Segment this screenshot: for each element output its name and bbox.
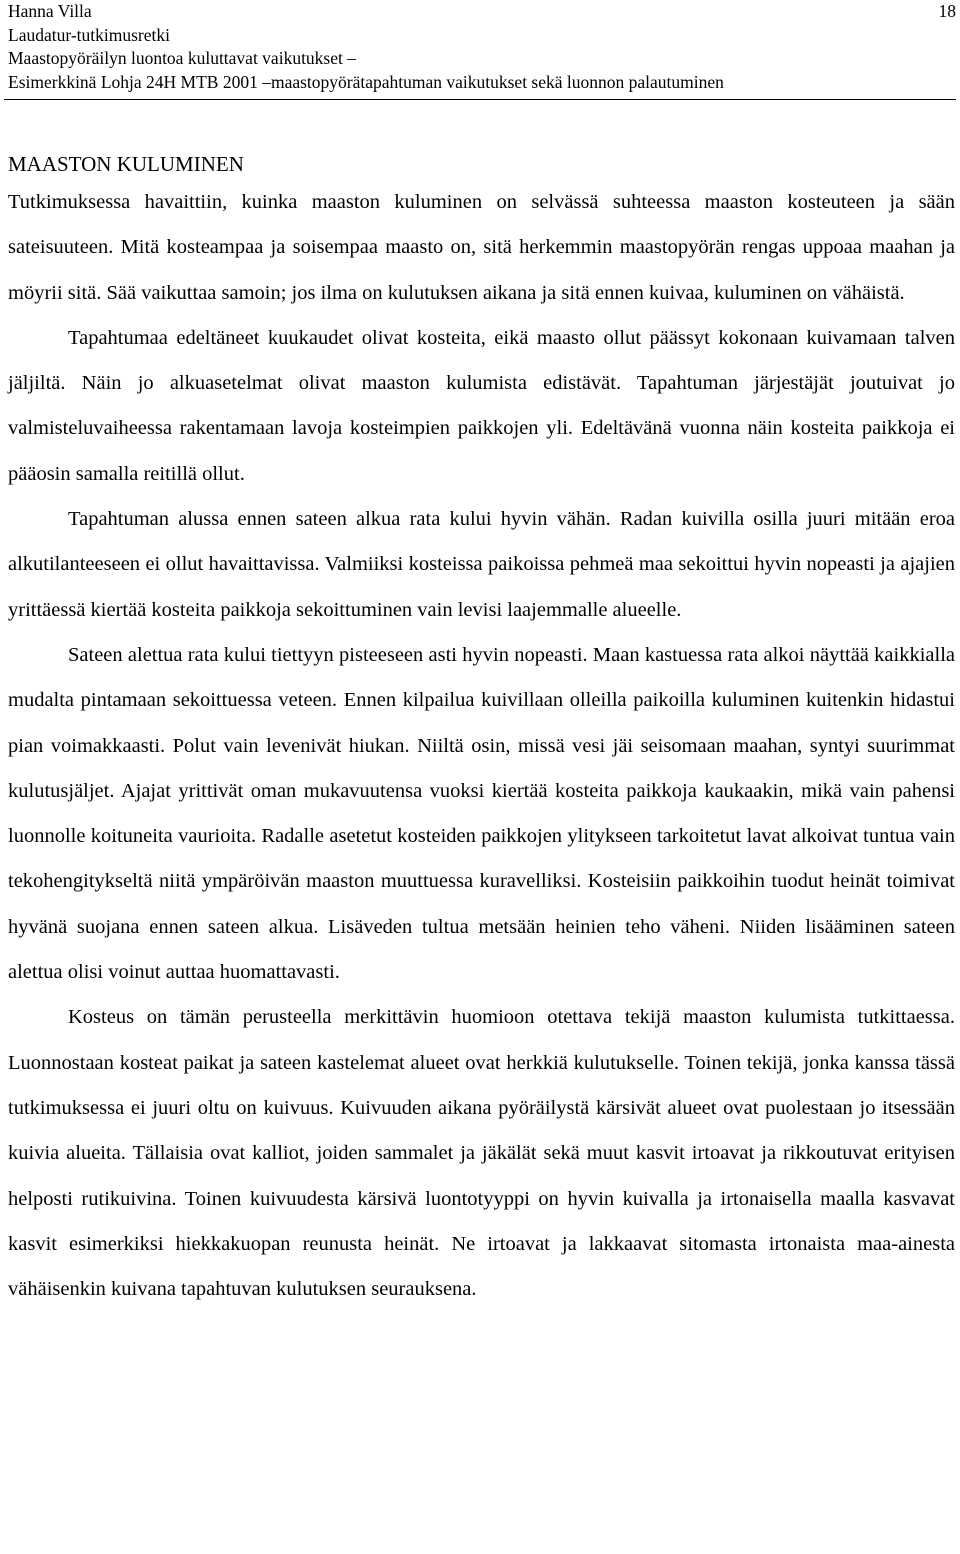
header-author: Hanna Villa — [8, 1, 92, 21]
page-number: 18 — [938, 1, 956, 21]
running-header — [8, 0, 958, 94]
paragraph-3: Tapahtuman alussa ennen sateen alkua rata kului hyvin vähän. Radan kuivilla osilla juuri mitään eroa alkutilanteeseen ei ollut havaittavissa. Valmiiksi kosteissa paikoissa pehmeä maa sekoittui hyvin nopeasti ja ajajien yrittäessä kiertää kosteita paikkoja sekoittuminen vain levisi laajemmalle alueelle. — [8, 508, 955, 621]
header-divider — [4, 99, 956, 100]
header-title-line-2: Esimerkkinä Lohja 24H MTB 2001 –maastopyörätapahtuman vaikutukset sekä luonnon palautuminen — [8, 71, 724, 92]
header-thesis-type: Laudatur-tutkimusretki — [8, 24, 170, 45]
paragraph-1: Tutkimuksessa havaittiin, kuinka maaston kuluminen on selvässä suhteessa maaston kosteuteen ja sään sateisuuteen. Mitä kosteampaa ja soisempaa maasto on, sitä herkemmin maastopyörän rengas uppoaa maahan ja möyrii sitä. Sää vaikuttaa samoin; jos ilma on kulutuksen aikana ja sitä ennen kuivaa, kuluminen on vähäistä. — [8, 191, 955, 304]
paragraph-2: Tapahtumaa edeltäneet kuukaudet olivat kosteita, eikä maasto ollut päässyt kokonaan kuivamaan talven jäljiltä. Näin jo alkuasetelmat olivat maaston kulumista edistävät. Tapahtuman järjestäjät joutuivat jo valmisteluvaiheessa rakentamaan lavoja kosteimpien paikkojen yli. Edeltävänä vuonna näin kosteita paikkoja ei pääosin samalla reitillä ollut. — [8, 326, 955, 485]
paragraph-4: Sateen alettua rata kului tiettyyn pisteeseen asti hyvin nopeasti. Maan kastuessa rata alkoi näyttää kaikkialla mudalta pintamaan sekoittuessa veteen. Ennen kilpailua kuivillaan olleilla paikoilla kuluminen kuitenkin hidastui pian voimakkaasti. Polut vain levenivät hiukan. Niiltä osin, missä vesi jäi seisomaan maahan, syntyi suurimmat kulutusjäljet. Ajajat yrittivät oman mukavuutensa vuoksi kiertää kosteita paikkoja kaukaakin, mikä vain pahensi luonnolle koituneita vaurioita. Radalle asetetut kosteiden paikkojen ylitykseen tarkoitetut lavat alkoivat tuntua vain tekohengitykseltä niitä ympäröivän maaston muuttuessa kuravelliksi. Kosteisiin paikkoihin tuodut heinät toimivat hyvänä suojana ennen sateen alkua. Lisäveden tultua metsään heinien teho väheni. Niiden lisääminen sateen alettua olisi voinut auttaa huomattavasti. — [8, 643, 955, 984]
section-heading: MAASTON KULUMINEN — [8, 152, 244, 176]
paragraph-5: Kosteus on tämän perusteella merkittävin huomioon otettava tekijä maaston kulumista tutkittaessa. Luonnostaan kosteat paikat ja sateen kastelemat alueet ovat herkkiä kulutukselle. Toinen tekijä, jonka kanssa tässä tutkimuksessa ei juuri oltu on kuivuus. Kuivuuden aikana pyöräilystä kärsivät alueet ovat puolestaan jo itsessään kuivia alueita. Tällaisia ovat kalliot, joiden sammalet ja jäkälät sekä muut kasvit irtoavat ja rikkoutuvat erityisen helposti rutikuivina. Toinen kuivuudesta kärsivä luontotyyppi on hyvin kuivalla ja irtonaisella maalla kasvavat kasvit esimerkiksi hiekkakuopan reunusta heinät. Ne irtoavat ja lakkaavat sitomasta irtonaista maa-ainesta vähäisenkin kuivana tapahtuvan kulutuksen seurauksena. — [8, 1006, 955, 1301]
body-text — [8, 180, 955, 1312]
header-title-line-1: Maastopyöräilyn luontoa kuluttavat vaikutukset – — [8, 48, 356, 68]
